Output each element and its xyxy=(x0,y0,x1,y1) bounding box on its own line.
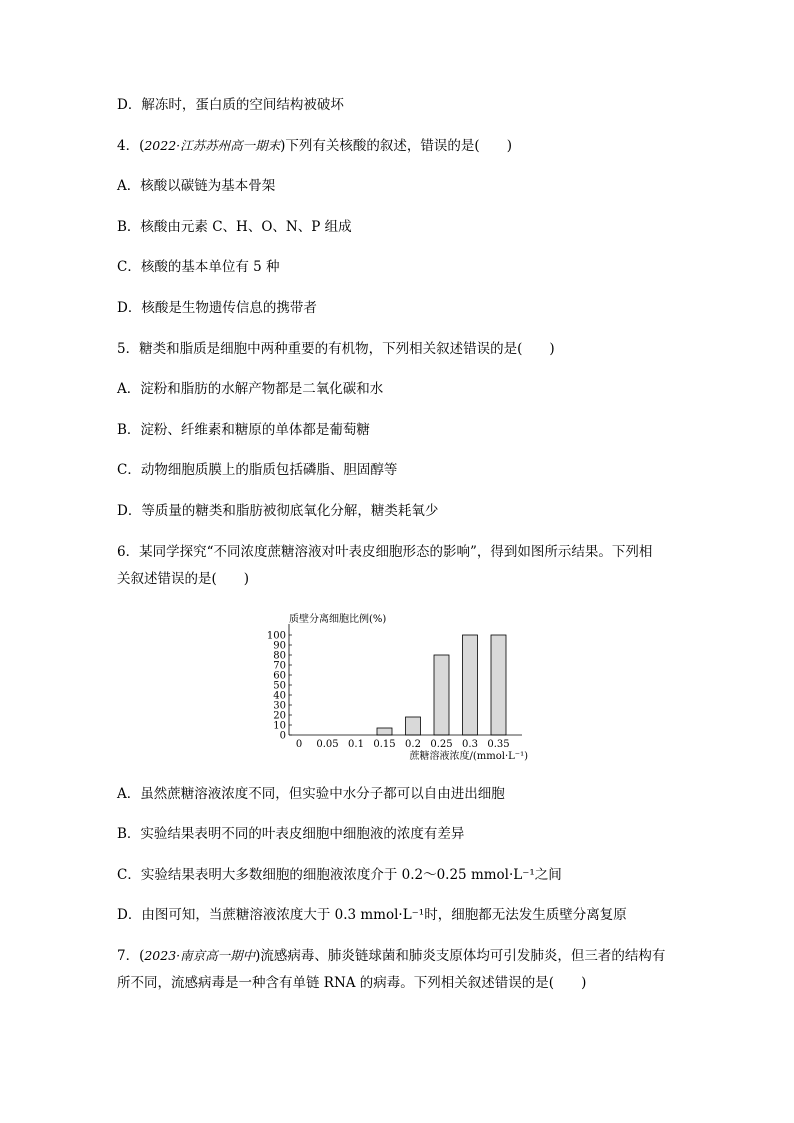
q6-option-d: D．由图可知，当蔗糖溶液浓度大于 0.3 mmol·L⁻¹时，细胞都无法发生质壁分离复原 xyxy=(117,907,627,923)
chart-xlabel: 蔗糖溶液浓度/(mmol·L⁻¹) xyxy=(409,751,528,762)
bar-0.35 xyxy=(491,635,506,735)
x-tick-label: 0.05 xyxy=(316,739,339,750)
y-tick-label: 40 xyxy=(273,690,286,702)
y-tick-label: 90 xyxy=(273,640,286,652)
q5-option-d: D．等质量的糖类和脂肪被彻底氧化分解，糖类耗氧少 xyxy=(117,503,439,519)
y-tick-label: 70 xyxy=(273,660,286,672)
q6-option-c: C．实验结果表明大多数细胞的细胞液浓度介于 0.2～0.25 mmol·L⁻¹之间 xyxy=(117,867,562,883)
bar-chart xyxy=(262,610,542,768)
x-tick-label: 0.1 xyxy=(348,739,364,750)
q4-source: 2022·江苏苏州高一期末 xyxy=(144,138,281,153)
x-tick-label: 0.2 xyxy=(405,739,421,750)
q7-text: )流感病毒、肺炎链球菌和肺炎支原体均可引发肺炎，但三者的结构有 xyxy=(255,948,666,964)
q5-stem: 5．糖类和脂质是细胞中两种重要的有机物，下列相关叙述错误的是( ) xyxy=(117,341,555,357)
y-tick-label: 30 xyxy=(273,700,286,712)
q3-option-d: D．解冻时，蛋白质的空间结构被破坏 xyxy=(117,97,344,113)
y-tick-label: 100 xyxy=(266,630,286,642)
y-tick-label: 10 xyxy=(273,720,286,732)
bar-0.25 xyxy=(434,655,449,735)
q5-option-b: B．淀粉、纤维素和糖原的单体都是葡萄糖 xyxy=(117,422,370,438)
x-axis xyxy=(296,739,510,750)
q4-text: )下列有关核酸的叙述，错误的是( ) xyxy=(280,138,512,154)
q6-option-a: A．虽然蔗糖溶液浓度不同，但实验中水分子都可以自由进出细胞 xyxy=(117,786,505,802)
q4-stem xyxy=(117,137,512,155)
y-axis xyxy=(267,631,292,742)
x-tick-label: 0.15 xyxy=(373,739,396,750)
x-tick-label: 0.25 xyxy=(430,739,453,750)
y-tick-label: 60 xyxy=(273,670,286,682)
y-tick-label: 50 xyxy=(273,680,286,692)
q6-stem-line-2: 关叙述错误的是( ) xyxy=(117,571,250,587)
q7-number: 7．( xyxy=(117,948,145,964)
y-tick-label: 80 xyxy=(273,650,286,662)
q4-option-c: C．核酸的基本单位有 5 种 xyxy=(117,259,280,275)
q5-option-a: A．淀粉和脂肪的水解产物都是二氧化碳和水 xyxy=(117,381,384,397)
bars xyxy=(377,635,506,735)
q4-option-b: B．核酸由元素 C、H、O、N、P 组成 xyxy=(117,219,352,235)
x-tick-label: 0 xyxy=(295,739,303,750)
bar-0.2 xyxy=(406,717,421,735)
chart-ylabel: 质壁分离细胞比例(%) xyxy=(289,614,387,625)
bar-0.3 xyxy=(463,635,478,735)
q7-stem-line-2: 所不同，流感病毒是一种含有单链 RNA 的病毒。下列相关叙述错误的是( ) xyxy=(117,975,587,991)
q4-option-a: A．核酸以碳链为基本骨架 xyxy=(117,178,276,194)
q6-stem-line-1: 6．某同学探究“不同浓度蔗糖溶液对叶表皮细胞形态的影响”，得到如图所示结果。下列相 xyxy=(117,544,653,560)
q7-stem-line-1 xyxy=(117,947,665,965)
x-tick-label: 0.3 xyxy=(462,739,478,750)
q7-source: 2023·南京高一期中 xyxy=(144,948,256,963)
bar-0.15 xyxy=(377,728,392,735)
q6-option-b: B．实验结果表明不同的叶表皮细胞中细胞液的浓度有差异 xyxy=(117,826,465,842)
x-tick-label: 0.35 xyxy=(487,739,510,750)
y-tick-label: 20 xyxy=(273,710,286,722)
q5-option-c: C．动物细胞质膜上的脂质包括磷脂、胆固醇等 xyxy=(117,462,398,478)
q4-number: 4．( xyxy=(117,138,145,154)
q4-option-d: D．核酸是生物遗传信息的携带者 xyxy=(117,300,317,316)
y-tick-label: 0 xyxy=(279,730,286,742)
